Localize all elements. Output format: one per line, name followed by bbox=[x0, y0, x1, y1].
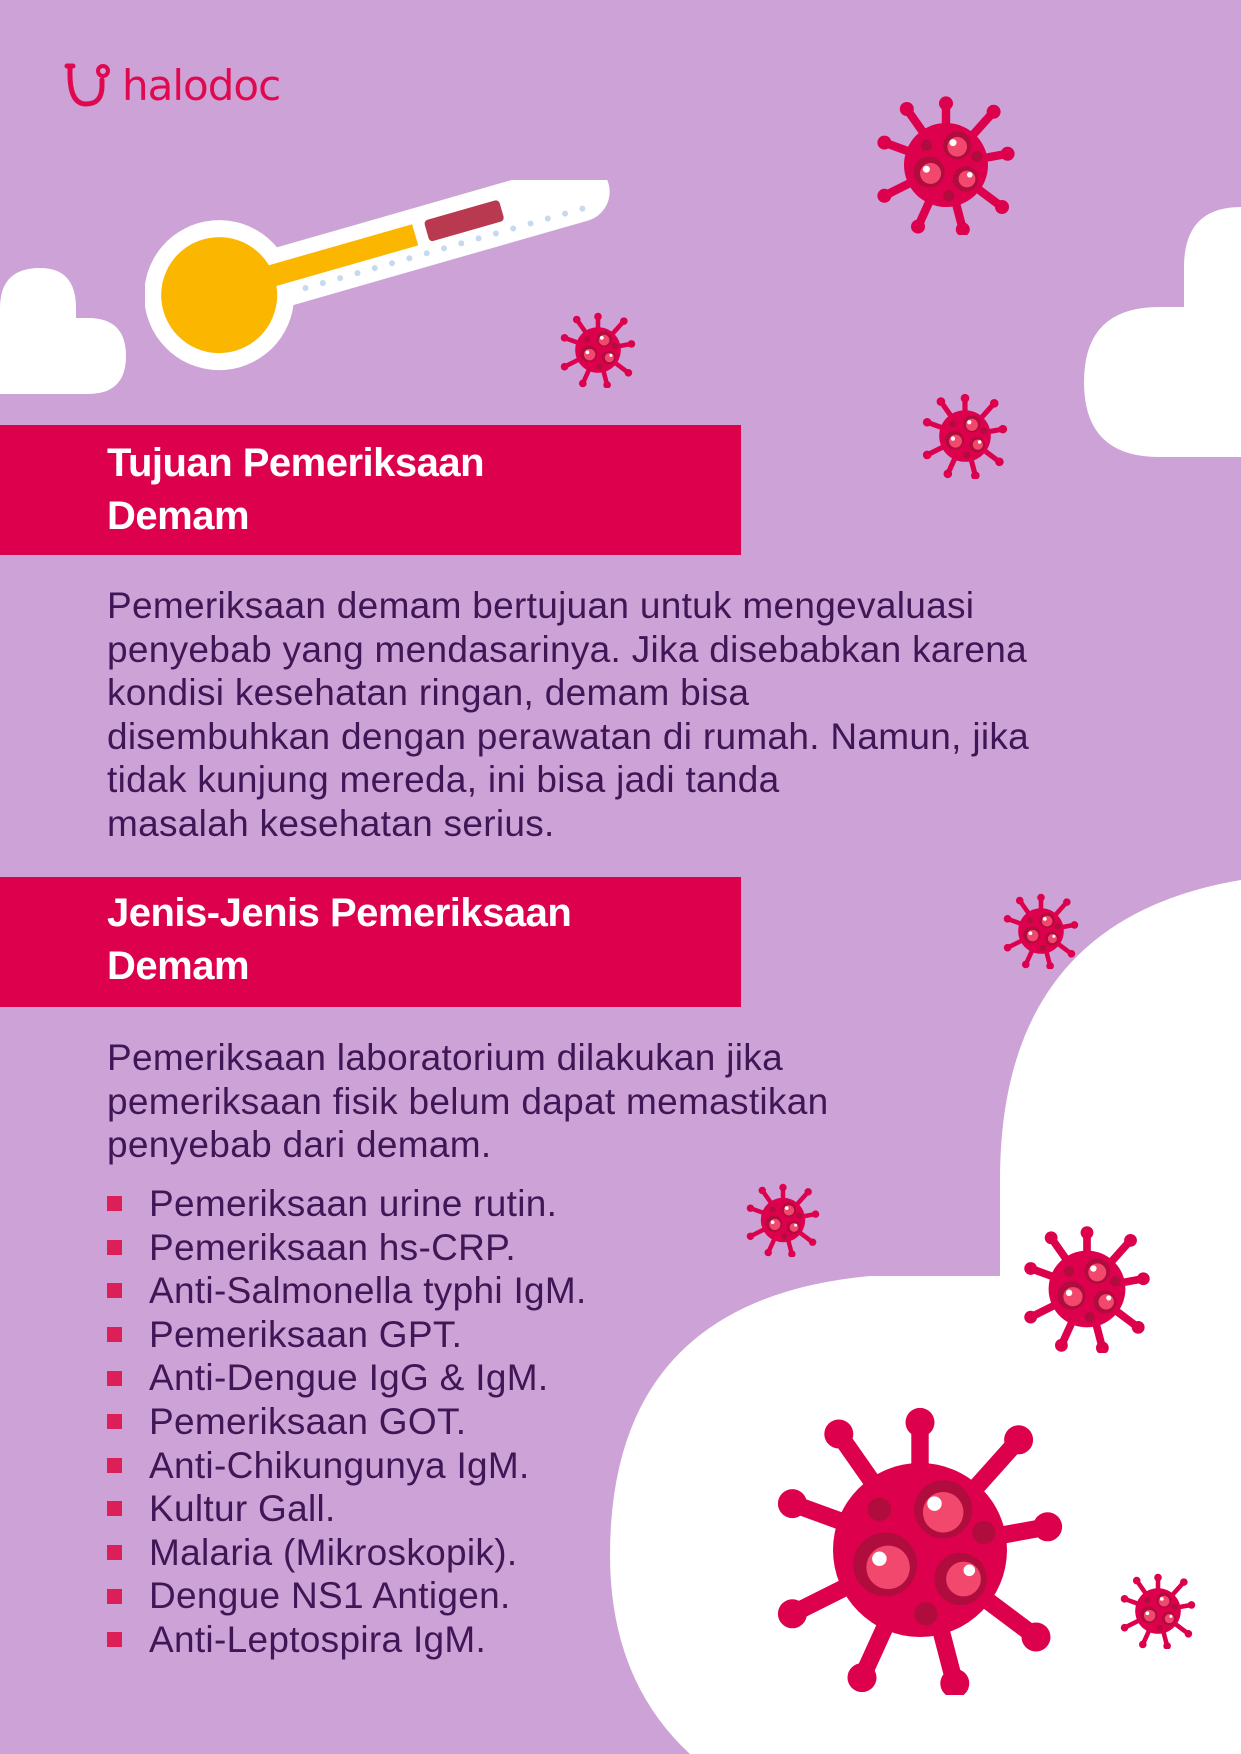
list-item: Malaria (Mikroskopik). bbox=[107, 1531, 587, 1575]
virus-icon bbox=[1003, 893, 1079, 969]
list-item: Anti-Dengue IgG & IgM. bbox=[107, 1356, 587, 1400]
bullet-square-icon bbox=[107, 1371, 122, 1386]
virus-icon bbox=[1120, 1573, 1196, 1649]
virus-icon bbox=[775, 1405, 1065, 1695]
section-header-tujuan bbox=[0, 425, 741, 555]
brand-name: halodoc bbox=[122, 61, 281, 110]
list-item: Pemeriksaan urine rutin. bbox=[107, 1182, 587, 1226]
bullet-square-icon bbox=[107, 1414, 122, 1429]
bullet-square-icon bbox=[107, 1283, 122, 1298]
bullet-square-icon bbox=[107, 1632, 122, 1647]
list-item: Anti-Salmonella typhi IgM. bbox=[107, 1269, 587, 1313]
list-item: Kultur Gall. bbox=[107, 1487, 587, 1531]
thermometer-illustration bbox=[145, 180, 625, 380]
virus-icon bbox=[746, 1183, 820, 1257]
list-item: Pemeriksaan hs-CRP. bbox=[107, 1226, 587, 1270]
bullet-square-icon bbox=[107, 1589, 122, 1604]
virus-icon bbox=[560, 312, 636, 388]
section-body-tujuan: Pemeriksaan demam bertujuan untuk mengevaluasi penyebab yang mendasarinya. Jika disebabkan karena kondisi kesehatan ringan, demam bisa disembuhkan dengan perawatan di rumah. Namun, jika tidak kunjung mereda, ini bisa jadi tanda masalah kesehatan serius. bbox=[107, 585, 1030, 844]
bullet-square-icon bbox=[107, 1545, 122, 1560]
section-title: Tujuan Pemeriksaan Demam bbox=[107, 441, 485, 538]
list-item: Pemeriksaan GOT. bbox=[107, 1400, 587, 1444]
virus-icon bbox=[876, 95, 1016, 235]
section-title: Jenis-Jenis Pemeriksaan Demam bbox=[107, 891, 572, 988]
stethoscope-icon bbox=[64, 62, 116, 110]
halodoc-logo[interactable] bbox=[64, 62, 280, 110]
list-item: Pemeriksaan GPT. bbox=[107, 1313, 587, 1357]
bullet-square-icon bbox=[107, 1458, 122, 1473]
bullet-square-icon bbox=[107, 1501, 122, 1516]
bullet-square-icon bbox=[107, 1196, 122, 1211]
section-body-jenis: Pemeriksaan laboratorium dilakukan jika pemeriksaan fisik belum dapat memastikan penyebab dari demam. bbox=[107, 1037, 829, 1166]
list-item: Dengue NS1 Antigen. bbox=[107, 1574, 587, 1618]
list-item: Anti-Chikungunya IgM. bbox=[107, 1444, 587, 1488]
exam-list bbox=[107, 1182, 587, 1662]
bullet-square-icon bbox=[107, 1240, 122, 1255]
virus-icon bbox=[1023, 1225, 1151, 1353]
bullet-square-icon bbox=[107, 1327, 122, 1342]
virus-icon bbox=[922, 393, 1008, 479]
section-header-jenis bbox=[0, 877, 741, 1007]
list-item: Anti-Leptospira IgM. bbox=[107, 1618, 587, 1662]
